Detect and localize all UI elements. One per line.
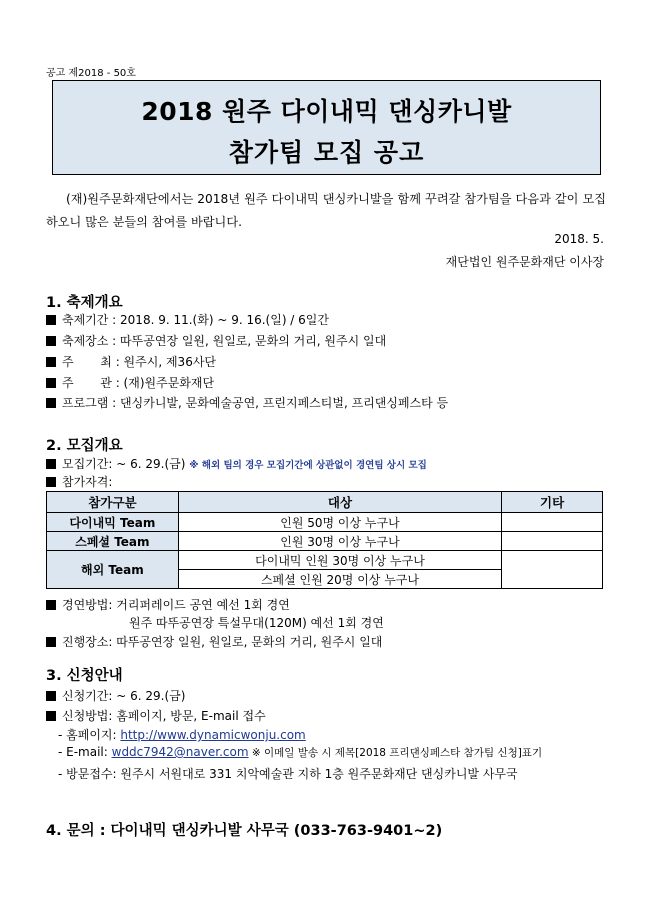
square-bullet-icon [46, 378, 56, 388]
square-bullet-icon [46, 459, 56, 469]
email-label: - E-mail: [58, 745, 112, 759]
signature-org: 재단법인 원주문화재단 이사장 [445, 255, 604, 269]
square-bullet-icon [46, 315, 56, 325]
square-bullet-icon [46, 691, 56, 701]
method-line-2: 원주 따뚜공연장 특설무대(120M) 예선 1회 경연 [129, 616, 384, 630]
header-etc: 기타 [502, 492, 603, 513]
homepage-label: - 홈페이지: [58, 728, 121, 742]
item-text: 주 최 : 원주시, 제36사단 [62, 355, 217, 369]
homepage-line [58, 726, 306, 743]
period-text: 모집기간: ~ 6. 29.(금) [62, 457, 186, 471]
row-etc [502, 532, 603, 551]
qualification-text: 참가자격: [62, 475, 113, 489]
section-1-heading: 1. 축제개요 [46, 295, 123, 311]
section-3-heading: 3. 신청안내 [46, 668, 123, 684]
email-link[interactable]: wddc7942@naver.com [111, 745, 249, 759]
qualification-table [46, 491, 603, 589]
list-item [46, 332, 386, 349]
intro-text: (재)원주문화재단에서는 2018년 원주 다이내믹 댄싱카니발을 함께 꾸려갈 참가팀을 다음과 같이 모집하오니 많은 분들의 참여를 바랍니다. [46, 192, 606, 229]
apply-period [46, 687, 185, 704]
title-box [52, 80, 601, 175]
item-text: 축제기간 : 2018. 9. 11.(화) ~ 9. 16.(일) / 6일간 [62, 313, 329, 327]
square-bullet-icon [46, 600, 56, 610]
item-text: 주 관 : (재)원주문화재단 [62, 376, 215, 390]
period-note: ※ 해외 팀의 경우 모집기간에 상관없이 경연팀 상시 모집 [189, 460, 427, 471]
list-item [46, 374, 214, 391]
method-text: 경연방법: 거리퍼레이드 공연 예선 1회 경연 [62, 598, 290, 612]
intro-paragraph [46, 188, 606, 234]
square-bullet-icon [46, 336, 56, 346]
list-item [46, 353, 216, 370]
title-line-2: 참가팀 모집 공고 [228, 138, 425, 167]
square-bullet-icon [46, 637, 56, 647]
header-category: 참가구분 [47, 492, 179, 513]
notice-number: 공고 제2018 - 50호 [46, 68, 136, 79]
apply-method-text: 신청방법: 홈페이지, 방문, E-mail 접수 [62, 709, 266, 723]
header-target: 대상 [178, 492, 501, 513]
square-bullet-icon [46, 477, 56, 487]
row-etc [502, 551, 603, 589]
venue-text: 진행장소: 따뚜공연장 일원, 원일로, 문화의 거리, 원주시 일대 [62, 635, 383, 649]
square-bullet-icon [46, 398, 56, 408]
row-target: 다이내믹 인원 30명 이상 누구나 [178, 551, 501, 570]
list-item [46, 394, 448, 411]
row-etc [502, 513, 603, 532]
visit-line: - 방문접수: 원주시 서원대로 331 치악예술관 지하 1층 원주문화재단 댄싱카니발 사무국 [58, 767, 518, 781]
table-row [47, 532, 603, 551]
email-line [58, 745, 542, 760]
row-category: 다이내믹 Team [47, 513, 179, 532]
table-row [47, 513, 603, 532]
signature-date: 2018. 5. [554, 232, 604, 246]
square-bullet-icon [46, 357, 56, 367]
item-text: 축제장소 : 따뚜공연장 일원, 원일로, 문화의 거리, 원주시 일대 [62, 334, 387, 348]
list-item [46, 311, 329, 328]
table-row [47, 551, 603, 570]
row-category: 스페셜 Team [47, 532, 179, 551]
section-4-heading: 4. 문의 : 다이내믹 댄싱카니발 사무국 (033-763-9401~2) [46, 823, 443, 839]
title-line-1: 2018 원주 다이내믹 댄싱카니발 [141, 97, 512, 126]
qualification-label [46, 473, 112, 490]
email-note: ※ 이메일 발송 시 제목[2018 프리댄싱페스타 참가팀 신청]표기 [248, 747, 543, 759]
row-target: 스페셜 인원 20명 이상 누구나 [178, 570, 501, 589]
venue-line [46, 633, 382, 650]
homepage-link[interactable]: http://www.dynamicwonju.com [120, 728, 306, 742]
row-target: 인원 30명 이상 누구나 [178, 532, 501, 551]
table-header-row [47, 492, 603, 513]
apply-method [46, 707, 266, 724]
recruit-period [46, 455, 427, 472]
method-line-1 [46, 596, 290, 613]
row-category: 해외 Team [47, 551, 179, 589]
row-target: 인원 50명 이상 누구나 [178, 513, 501, 532]
square-bullet-icon [46, 711, 56, 721]
item-text: 프로그램 : 댄싱카니발, 문화예술공연, 프린지페스티벌, 프리댄싱페스타 등 [62, 396, 449, 410]
section-2-heading: 2. 모집개요 [46, 438, 123, 454]
apply-period-text: 신청기간: ~ 6. 29.(금) [62, 689, 186, 703]
